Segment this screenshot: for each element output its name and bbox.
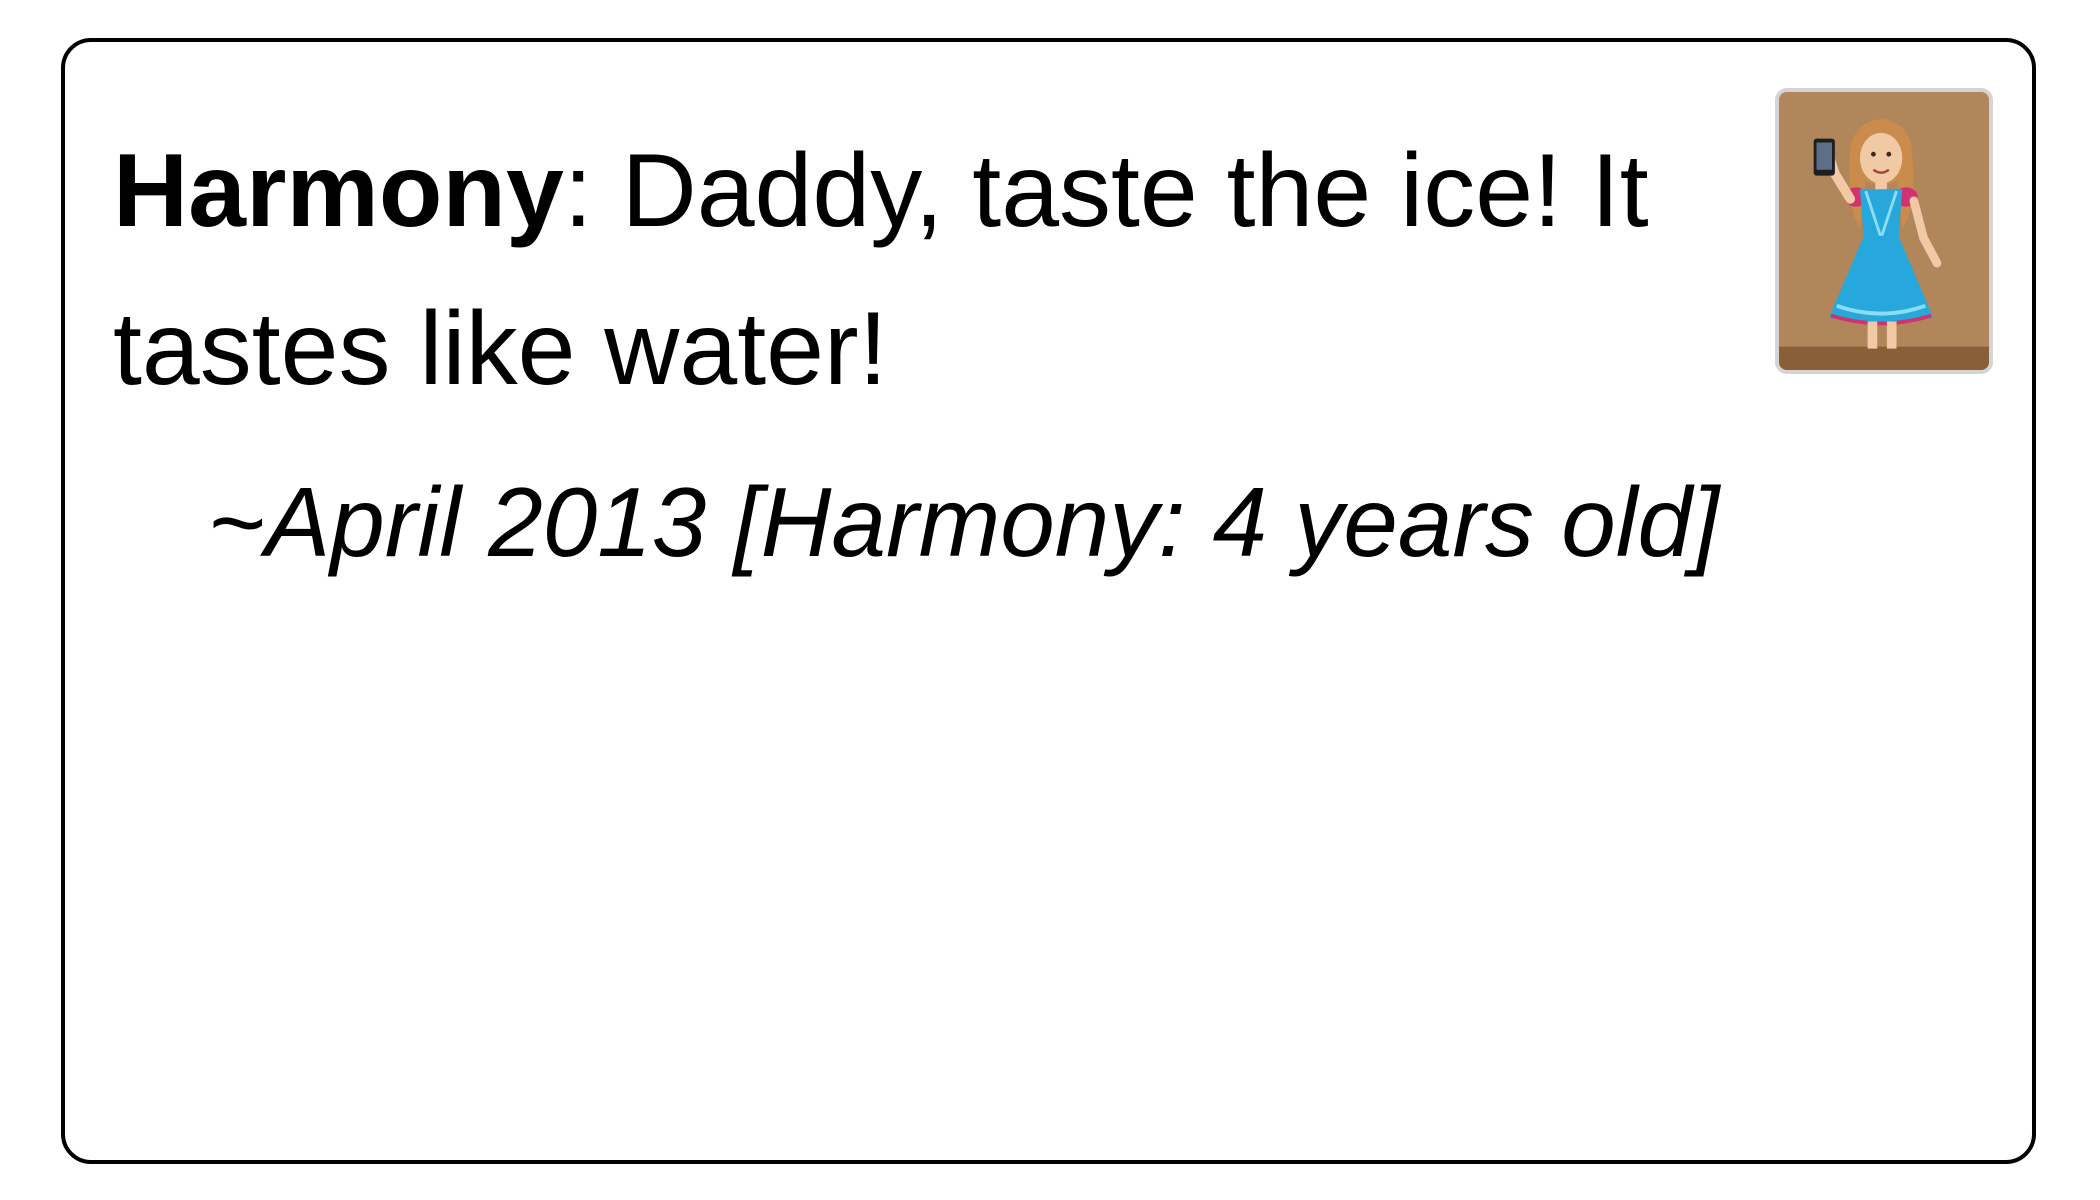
child-photo-icon	[1779, 92, 1989, 370]
quote-card	[61, 38, 2036, 1164]
date-caption: ~April 2013 [Harmony: 4 years old]	[207, 467, 1720, 577]
child-photo	[1775, 88, 1993, 374]
quote-text	[113, 112, 1673, 428]
speaker-separator: :	[563, 133, 593, 249]
quote-body: Daddy, taste the ice! It tastes like water!	[113, 133, 1649, 407]
speaker-name: Harmony	[113, 133, 564, 249]
